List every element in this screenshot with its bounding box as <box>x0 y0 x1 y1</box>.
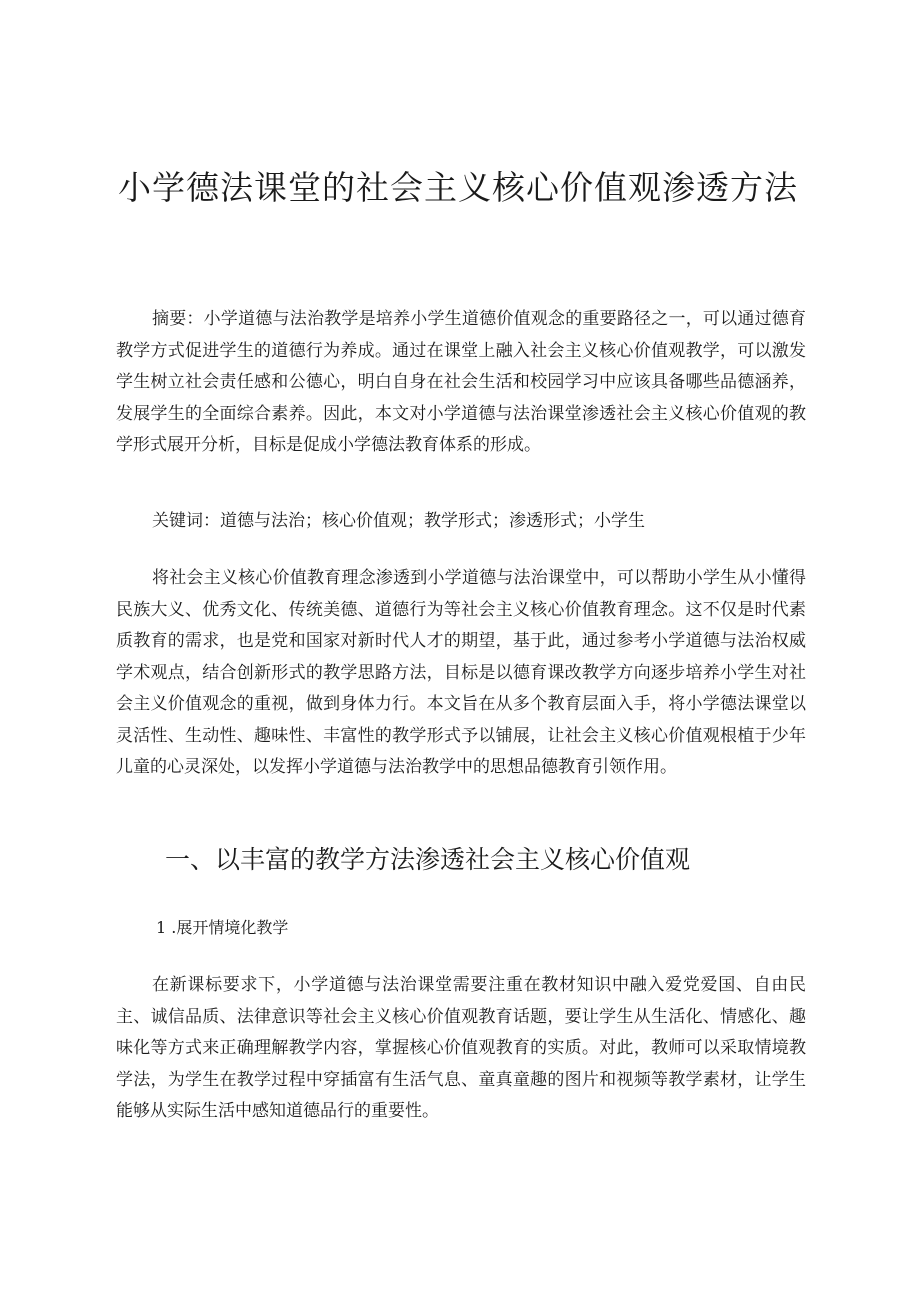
abstract-paragraph: 摘要：小学道德与法治教学是培养小学生道德价值观念的重要路径之一，可以通过德育教学方式促进学生的道德行为养成。通过在课堂上融入社会主义核心价值观教学，可以激发学生树立社会责任感和公德心，明白自身在社会生活和校园学习中应该具备哪些品德涵养，发展学生的全面综合素养。因此，本文对小学道德与法治课堂渗透社会主义核心价值观的教学形式展开分析，目标是促成小学德法教育体系的形成。 <box>116 309 806 455</box>
intro-paragraph: 将社会主义核心价值教育理念渗透到小学道德与法治课堂中，可以帮助小学生从小懂得民族大义、优秀文化、传统美德、道德行为等社会主义核心价值教育理念。这不仅是时代素质教育的需求，也是党和国家对新时代人才的期望，基于此，通过参考小学道德与法治权威学术观点，结合创新形式的教学思路方法，目标是以德育课改教学方向逐步培养小学生对社会主义价值观念的重视，做到身体力行。本文旨在从多个教育层面入手，将小学德法课堂以灵活性、生动性、趣味性、丰富性的教学形式予以铺展，让社会主义核心价值观根植于少年儿童的心灵深处，以发挥小学道德与法治教学中的思想品德教育引领作用。 <box>116 568 806 777</box>
subsection-1-heading: 1 .展开情境化教学 <box>156 918 289 937</box>
section-1-heading: 一、以丰富的教学方法渗透社会主义核心价值观 <box>165 845 691 874</box>
keywords-line: 关键词：道德与法治；核心价值观；教学形式；渗透形式；小学生 <box>152 511 645 531</box>
document-title: 小学德法课堂的社会主义核心价值观渗透方法 <box>118 168 798 207</box>
subsection-1-paragraph: 在新课标要求下，小学道德与法治课堂需要注重在教材知识中融入爱党爱国、自由民主、诚信品质、法律意识等社会主义核心价值观教育话题，要让学生从生活化、情感化、趣味化等方式来正确理解教学内容，掌握核心价值观教育的实质。对此，教师可以采取情境教学法，为学生在教学过程中穿插富有生活气息、童真童趣的图片和视频等教学素材，让学生能够从实际生活中感知道德品行的重要性。 <box>116 975 806 1121</box>
